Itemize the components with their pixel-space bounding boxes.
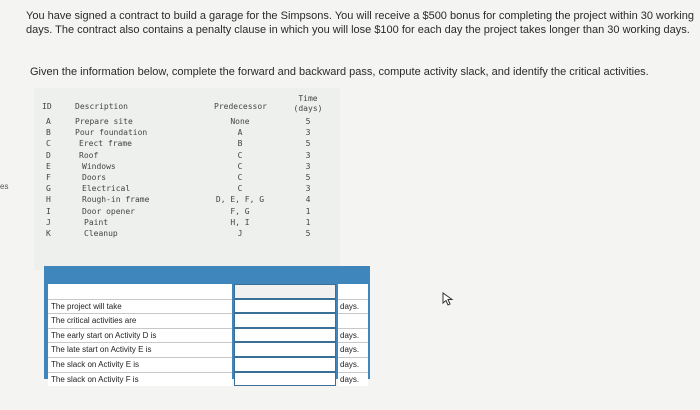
- cell-predecessor: None: [230, 117, 250, 126]
- header-time: Time (days): [293, 94, 323, 113]
- cell-time: 5: [305, 229, 311, 238]
- cell-id: D: [46, 150, 51, 160]
- cell-description: Doors: [82, 173, 107, 182]
- cell-description: Paint: [84, 217, 109, 227]
- answer-labels: [48, 284, 232, 386]
- problem-intro: You have signed a contract to build a garage for the Simpsons. You will receive a $500 bonus for completing the project within 30 working days. The contract also contains a penalty clause in which you will lose $100 for each day the project takes longer than 30 working days.: [26, 10, 694, 36]
- table-row: [34, 217, 340, 228]
- cell-description: Erect frame: [79, 139, 132, 149]
- answer-area: [44, 266, 370, 384]
- answer-unit: days.: [338, 342, 368, 357]
- cell-id: J: [46, 217, 51, 227]
- cell-predecessor: C: [237, 184, 243, 194]
- cell-time: 5: [305, 139, 311, 149]
- answer-unit: [338, 313, 368, 328]
- cell-id: A: [46, 117, 51, 126]
- cell-predecessor: F, G: [230, 206, 250, 216]
- cell-predecessor: H, I: [230, 217, 250, 227]
- cell-time: 3: [305, 161, 311, 171]
- cell-predecessor: B: [237, 139, 243, 149]
- cell-description: Roof: [79, 150, 99, 160]
- answer-input[interactable]: [234, 299, 336, 314]
- table-row: [34, 127, 340, 138]
- mouse-pointer-icon: [442, 292, 454, 306]
- header-description: Description: [75, 102, 128, 111]
- cell-description: Electrical: [82, 184, 131, 194]
- answer-units: [338, 284, 368, 386]
- cell-time: 5: [305, 117, 311, 126]
- table-row: [34, 138, 340, 149]
- header-predecessor: Predecessor: [214, 102, 267, 111]
- answer-input[interactable]: [234, 357, 336, 372]
- cell-description: Cleanup: [84, 229, 118, 238]
- cell-time: 5: [305, 173, 311, 182]
- answer-unit: days.: [338, 372, 368, 387]
- answer-label: The critical activities are: [48, 313, 232, 328]
- header-id: ID: [42, 102, 52, 111]
- cell-time: 3: [305, 184, 311, 194]
- answer-label: The slack on Activity F is: [48, 372, 232, 387]
- table-row: [34, 150, 340, 161]
- answer-input[interactable]: [234, 372, 336, 387]
- answer-input[interactable]: [234, 313, 336, 328]
- problem-instructions: Given the information below, complete the forward and backward pass, compute activity slack, and identify the critical activities.: [30, 66, 649, 78]
- cell-id: C: [46, 139, 51, 149]
- cell-predecessor: C: [237, 150, 243, 160]
- answer-unit: days.: [338, 328, 368, 343]
- table-row: [34, 183, 340, 194]
- table-row: [34, 172, 340, 183]
- cell-id: F: [46, 173, 51, 182]
- answer-label: The project will take: [48, 299, 232, 314]
- cell-time: 3: [305, 150, 311, 160]
- cell-time: 3: [305, 128, 311, 138]
- answer-label: The early start on Activity D is: [48, 328, 232, 343]
- cell-id: G: [46, 184, 51, 194]
- answer-label: The late start on Activity E is: [48, 342, 232, 357]
- table-row: [34, 194, 340, 205]
- cell-time: 1: [305, 217, 311, 227]
- cell-id: K: [46, 229, 51, 238]
- answer-input[interactable]: [234, 284, 336, 299]
- cell-description: Prepare site: [75, 117, 133, 126]
- answer-label: The slack on Activity E is: [48, 357, 232, 372]
- answer-unit: [338, 284, 368, 299]
- answer-unit: days.: [338, 357, 368, 372]
- cell-description: Windows: [82, 161, 116, 171]
- cell-predecessor: A: [237, 128, 243, 138]
- activity-table: [34, 88, 340, 270]
- cell-time: 1: [305, 206, 311, 216]
- table-row: [34, 228, 340, 239]
- answer-inputs: [234, 284, 336, 386]
- cropped-text-fragment: es: [0, 182, 9, 191]
- cell-id: E: [46, 161, 51, 171]
- answer-input[interactable]: [234, 342, 336, 357]
- cell-id: I: [46, 206, 51, 216]
- cell-description: Door opener: [82, 206, 135, 216]
- cell-id: H: [46, 195, 51, 205]
- answer-label: [48, 284, 232, 299]
- answer-input[interactable]: [234, 328, 336, 343]
- table-row: [34, 206, 340, 217]
- table-row: [34, 161, 340, 172]
- cell-id: B: [46, 128, 51, 138]
- answer-unit: days.: [338, 299, 368, 314]
- cell-predecessor: D, E, F, G: [215, 195, 265, 205]
- cell-description: Rough-in frame: [82, 195, 150, 205]
- cell-predecessor: C: [237, 161, 243, 171]
- cell-predecessor: J: [237, 229, 243, 238]
- cell-time: 4: [305, 195, 311, 205]
- cell-predecessor: C: [237, 173, 243, 182]
- cell-description: Pour foundation: [75, 128, 148, 138]
- table-row: [34, 116, 340, 127]
